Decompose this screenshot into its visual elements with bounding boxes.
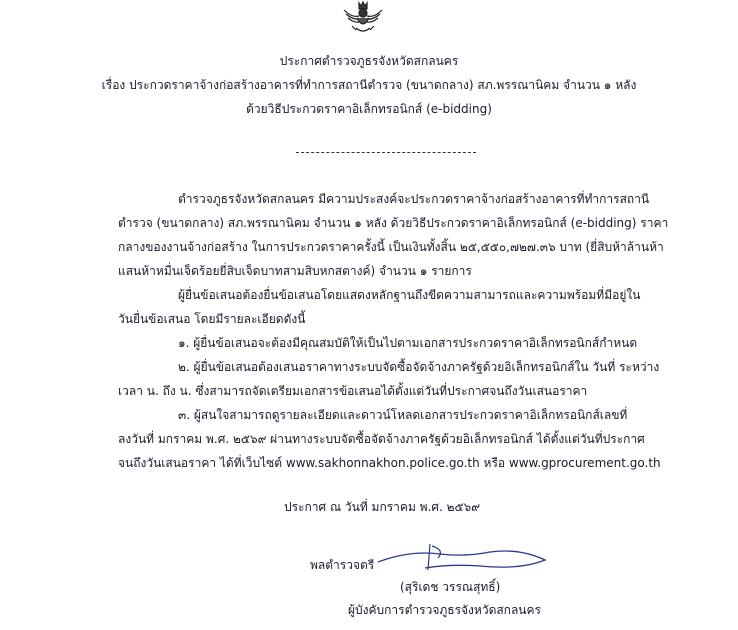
paragraph-1-line-4: แสนห้าหมื่นเจ็ดร้อยยี่สิบเจ็ดบาทสามสิบหกสตางค์) จำนวน ๑ รายการ	[118, 264, 472, 278]
paragraph-2-line-2: วันยื่นข้อเสนอ โดยมีรายละเอียดดังนี้	[118, 312, 306, 326]
item-2-line-1: ๒. ผู้ยื่นข้อเสนอต้องเสนอราคาทางระบบจัดซื้อจัดจ้างภาครัฐด้วยอิเล็กทรอนิกส์ใน วันที่ ระหว่าง	[178, 360, 660, 374]
subject-line-1: เรื่อง ประกวดราคาจ้างก่อสร้างอาคารที่ทำการสถานีตำรวจ (ขนาดกลาง) สภ.พรรณานิคม จำนวน ๑ หลัง	[101, 78, 637, 92]
garuda-emblem-icon	[334, 0, 392, 34]
org-heading: ประกาศตำรวจภูธรจังหวัดสกลนคร	[279, 54, 459, 68]
paragraph-1-line-3: กลางของงานจ้างก่อสร้าง ในการประกวดราคาครั้งนี้ เป็นเงินทั้งสิ้น ๒๕,๕๕๐,๗๒๗.๓๖ บาท (ยี่สิบห้าล้านห้า	[118, 240, 664, 254]
item-1: ๑. ผู้ยื่นข้อเสนอจะต้องมีคุณสมบัติให้เป็นไปตามเอกสารประกวดราคาอิเล็กทรอนิกส์กำหนด	[178, 336, 638, 350]
signer-rank: พลตำรวจตรี	[310, 558, 375, 572]
item-3-line-3: จนถึงวันเสนอราคา ได้ที่เว็บไซต์ www.sakhonnakhon.police.go.th หรือ www.gprocurement.go.th	[118, 456, 661, 470]
signer-position: ผู้บังคับการตำรวจภูธรจังหวัดสกลนคร	[348, 603, 541, 617]
header-divider	[296, 152, 476, 153]
handwritten-signature	[370, 540, 560, 576]
announce-date: ประกาศ ณ วันที่ มกราคม พ.ศ. ๒๕๖๙	[284, 500, 481, 514]
paragraph-1-line-1: ตำรวจภูธรจังหวัดสกลนคร มีความประสงค์จะประกวดราคาจ้างก่อสร้างอาคารที่ทำการสถานี	[178, 192, 650, 206]
item-2-line-2: เวลา น. ถึง น. ซึ่งสามารถจัดเตรียมเอกสารข้อเสนอได้ตั้งแต่วันที่ประกาศจนถึงวันเสนอราคา	[118, 384, 588, 398]
signer-name: (สุริเดช วรรณสุทธิ์)	[400, 580, 501, 594]
subject-line-2: ด้วยวิธีประกวดราคาอิเล็กทรอนิกส์ (e-bidding)	[246, 102, 492, 116]
item-3-line-2: ลงวันที่ มกราคม พ.ศ. ๒๕๖๙ ผ่านทางระบบจัดซื้อจัดจ้างภาครัฐด้วยอิเล็กทรอนิกส์ ได้ตั้งแต่วันที่ประกาศ	[118, 432, 645, 446]
paragraph-1-line-2: ตำรวจ (ขนาดกลาง) สภ.พรรณานิคม จำนวน ๑ หลัง ด้วยวิธีประกวดราคาอิเล็กทรอนิกส์ (e-bidding) ราคา	[118, 216, 669, 230]
paragraph-2-line-1: ผู้ยื่นข้อเสนอต้องยื่นข้อเสนอโดยแสดงหลักฐานถึงขีดความสามารถและความพร้อมที่มีอยู่ใน	[178, 288, 641, 302]
item-3-line-1: ๓. ผู้สนใจสามารถดูรายละเอียดและดาวน์โหลดเอกสารประกวดราคาอิเล็กทรอนิกส์เลขที่	[178, 408, 628, 422]
